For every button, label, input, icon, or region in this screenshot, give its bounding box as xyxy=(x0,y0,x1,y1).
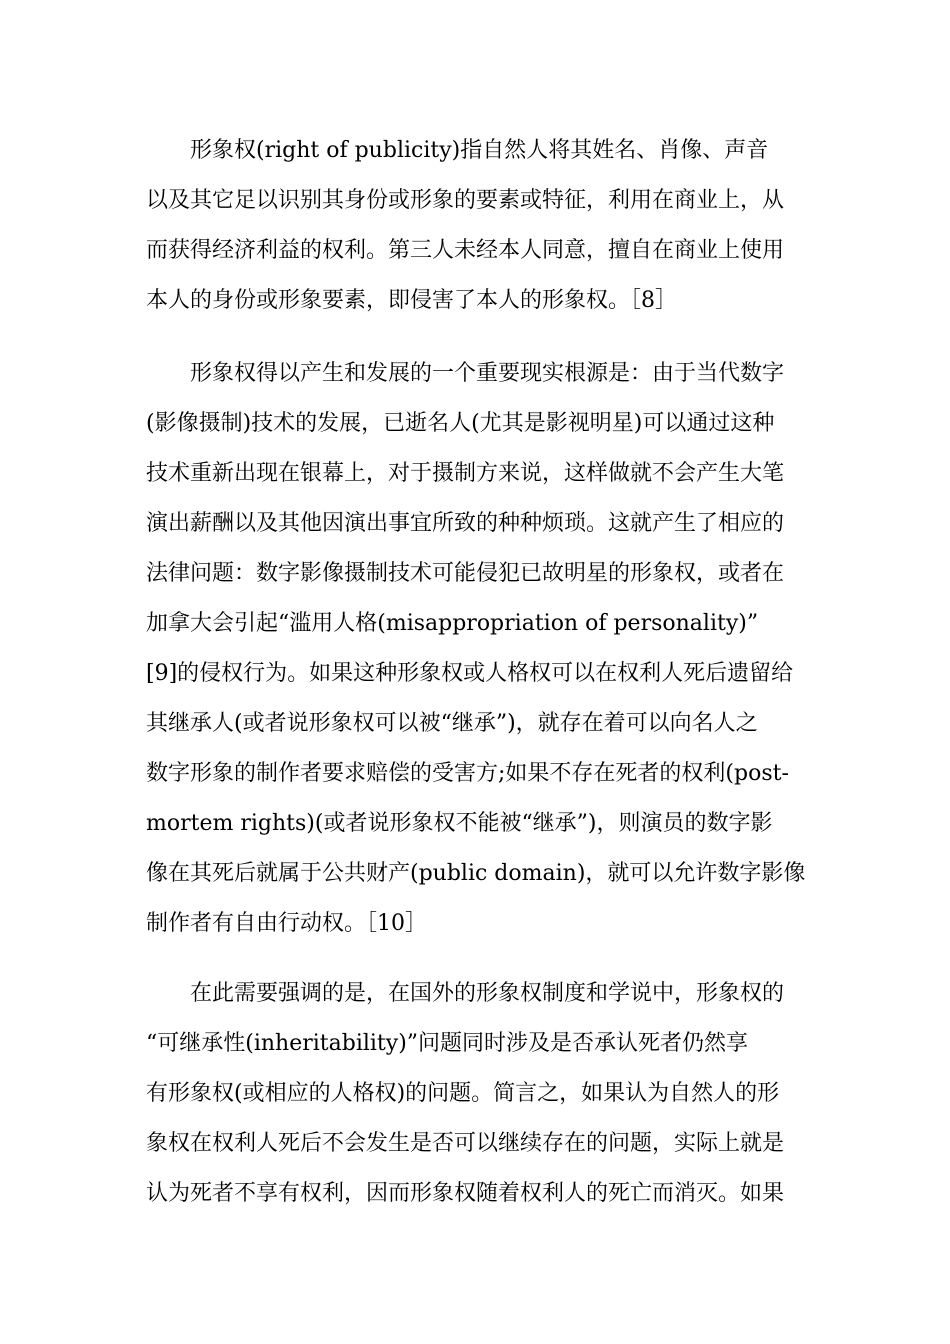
paragraph-line: 形象权(right of publicity)指自然人将其姓名、肖像、声音 xyxy=(190,138,769,163)
paragraph-line: 演出薪酬以及其他因演出事宜所致的种种烦琐。这就产生了相应的 xyxy=(146,511,785,536)
paragraph-right-of-publicity-definition xyxy=(146,126,816,326)
paragraph-line: 在此需要强调的是，在国外的形象权制度和学说中，形象权的 xyxy=(190,981,785,1006)
paragraph-line: 有形象权(或相应的人格权)的问题。简言之，如果认为自然人的形 xyxy=(146,1081,780,1106)
paragraph-line: mortem rights)(或者说形象权不能被“继承”)，则演员的数字影 xyxy=(146,811,773,836)
paragraph-line: 数字形象的制作者要求赔偿的受害方;如果不存在死者的权利(post- xyxy=(146,761,789,786)
paragraph-line: (影像摄制)技术的发展，已逝名人(尤其是影视明星)可以通过这种 xyxy=(146,411,775,436)
paragraph-line: 技术重新出现在银幕上，对于摄制方来说，这样做就不会产生大笔 xyxy=(146,461,785,486)
paragraph-line: 象权在权利人死后不会发生是否可以继续存在的问题，实际上就是 xyxy=(146,1131,785,1156)
paragraph-line: 认为死者不享有权利，因而形象权随着权利人的死亡而消灭。如果 xyxy=(146,1181,785,1206)
paragraph-line: 像在其死后就属于公共财产(public domain)，就可以允许数字影像 xyxy=(146,861,806,886)
paragraph-line: 加拿大会引起“滥用人格(misappropriation of personality)” xyxy=(146,611,759,636)
paragraph-digital-imaging-origin xyxy=(146,349,816,949)
paragraph-line: 其继承人(或者说形象权可以被“继承”)，就存在着可以向名人之 xyxy=(146,711,758,736)
paragraph-line: [9]的侵权行为。如果这种形象权或人格权可以在权利人死后遗留给 xyxy=(146,661,794,686)
paragraph-line: 以及其它足以识别其身份或形象的要素或特征，利用在商业上，从 xyxy=(146,188,785,213)
paragraph-line: 而获得经济利益的权利。第三人未经本人同意，擅自在商业上使用 xyxy=(146,238,785,263)
paragraph-line: “可继承性(inheritability)”问题同时涉及是否承认死者仍然享 xyxy=(146,1031,749,1056)
paragraph-line: 制作者有自由行动权。［10］ xyxy=(146,911,427,936)
paragraph-line: 形象权得以产生和发展的一个重要现实根源是：由于当代数字 xyxy=(190,361,785,386)
paragraph-line: 法律问题：数字影像摄制技术可能侵犯已故明星的形象权，或者在 xyxy=(146,561,785,586)
paragraph-line: 本人的身份或形象要素，即侵害了本人的形象权。［8］ xyxy=(146,288,677,313)
paragraph-inheritability xyxy=(146,969,816,1219)
